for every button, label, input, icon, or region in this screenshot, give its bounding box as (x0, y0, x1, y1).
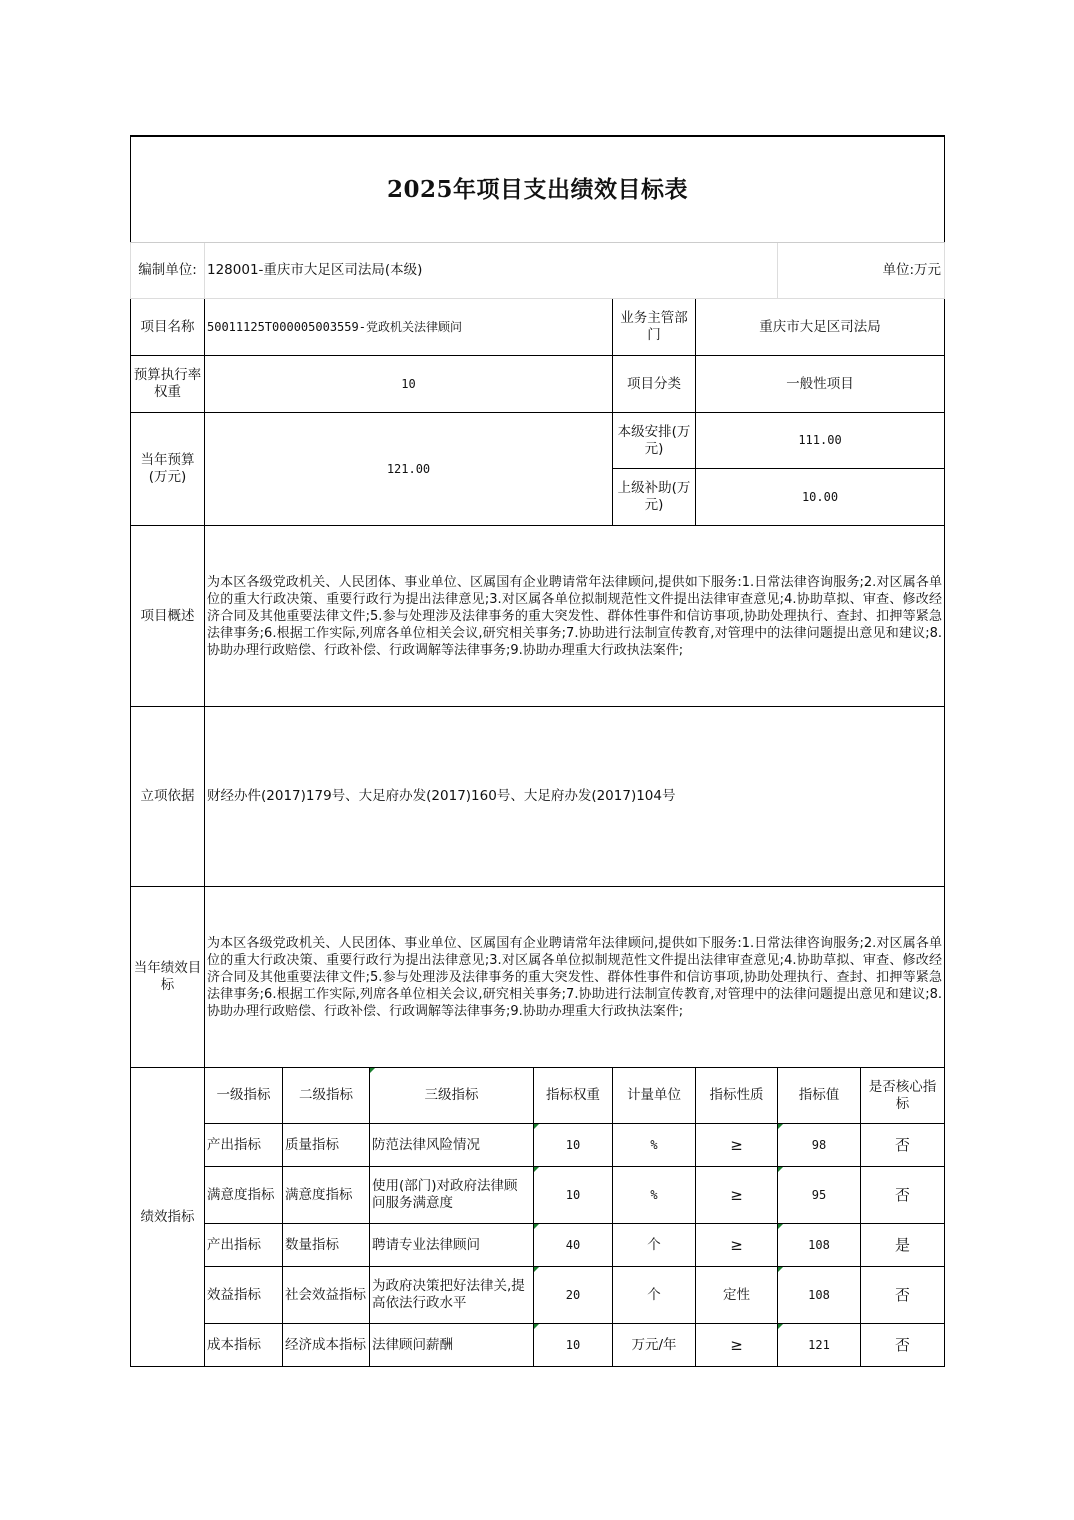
indicator-value: 95 (778, 1167, 861, 1224)
indicator-core: 是 (861, 1224, 945, 1267)
page-title: 2025年项目支出绩效目标表 (131, 136, 945, 243)
indicator-value: 108 (778, 1224, 861, 1267)
category-value: 一般性项目 (696, 356, 945, 413)
indicator-header: 指标权重 (534, 1068, 613, 1124)
indicator-header: 是否核心指标 (861, 1068, 945, 1124)
indicator-level2: 社会效益指标 (283, 1267, 370, 1324)
table-row (131, 1124, 945, 1167)
indicator-level3: 使用(部门)对政府法律顾问服务满意度 (370, 1167, 534, 1224)
indicator-header: 指标性质 (696, 1068, 778, 1124)
indicator-header: 指标值 (778, 1068, 861, 1124)
indicator-core: 否 (861, 1267, 945, 1324)
indicator-value: 108 (778, 1267, 861, 1324)
subsidy-value: 10.00 (696, 469, 945, 526)
indicator-unit: 万元/年 (613, 1324, 696, 1367)
unit-label: 编制单位: (131, 243, 205, 299)
basis-text: 财经办件(2017)179号、大足府办发(2017)160号、大足府办发(2017)104号 (205, 707, 945, 887)
indicator-level3: 聘请专业法律顾问 (370, 1224, 534, 1267)
indicator-level1: 满意度指标 (205, 1167, 283, 1224)
indicator-unit: 个 (613, 1224, 696, 1267)
project-name-value: 50011125T000005003559-党政机关法律顾问 (205, 299, 613, 356)
table-row (131, 1267, 945, 1324)
rate-value: 10 (205, 356, 613, 413)
indicator-value: 98 (778, 1124, 861, 1167)
category-label: 项目分类 (613, 356, 696, 413)
indicator-level1: 产出指标 (205, 1124, 283, 1167)
indicator-level3: 法律顾问薪酬 (370, 1324, 534, 1367)
indicators-label: 绩效指标 (131, 1068, 205, 1367)
indicator-header: 三级指标 (370, 1068, 534, 1124)
indicator-level2: 数量指标 (283, 1224, 370, 1267)
indicator-unit: % (613, 1124, 696, 1167)
dept-value: 重庆市大足区司法局 (696, 299, 945, 356)
indicator-header: 一级指标 (205, 1068, 283, 1124)
budget-label: 当年预算(万元) (131, 413, 205, 526)
goal-text: 为本区各级党政机关、人民团体、事业单位、区属国有企业聘请常年法律顾问,提供如下服务:1.日常法律咨询服务;2.对区属各单位的重大行政决策、重要行政行为提出法律意见;3.对区属各单位拟制规范性文件提出法律审查意见;4.协助草拟、审查、修改经济合同及其他重要法律文件;5.参与处理涉及法律事务的重大突发性、群体性事件和信访事项,协助处理执行、查封、扣押等紧急法律事务;6.根据工作实际,列席各单位相关会议,研究相关事务;7.协助进行法制宣传教育,对管理中的法律问题提出意见和建议;8.协助办理行政赔偿、行政补偿、行政调解等法律事务;9.协助办理重大行政执法案件; (205, 887, 945, 1068)
project-name-label: 项目名称 (131, 299, 205, 356)
indicator-value: 121 (778, 1324, 861, 1367)
performance-target-sheet (130, 135, 944, 1367)
indicator-nature: ≥ (696, 1324, 778, 1367)
table-row (131, 1224, 945, 1267)
goal-label: 当年绩效目标 (131, 887, 205, 1068)
indicator-nature: ≥ (696, 1167, 778, 1224)
unit-value: 128001-重庆市大足区司法局(本级) (205, 243, 778, 299)
indicator-core: 否 (861, 1167, 945, 1224)
indicator-nature: ≥ (696, 1124, 778, 1167)
indicator-unit: % (613, 1167, 696, 1224)
indicator-level1: 效益指标 (205, 1267, 283, 1324)
indicator-level2: 经济成本指标 (283, 1324, 370, 1367)
indicator-header: 二级指标 (283, 1068, 370, 1124)
indicator-weight: 10 (534, 1167, 613, 1224)
table-row (131, 1324, 945, 1367)
indicator-level2: 质量指标 (283, 1124, 370, 1167)
overview-label: 项目概述 (131, 526, 205, 707)
dept-label: 业务主管部门 (613, 299, 696, 356)
indicator-level3: 防范法律风险情况 (370, 1124, 534, 1167)
indicator-level2: 满意度指标 (283, 1167, 370, 1224)
indicator-level1: 成本指标 (205, 1324, 283, 1367)
local-budget-value: 111.00 (696, 413, 945, 469)
indicator-level3: 为政府决策把好法律关,提高依法行政水平 (370, 1267, 534, 1324)
indicator-core: 否 (861, 1324, 945, 1367)
indicator-weight: 10 (534, 1124, 613, 1167)
indicator-nature: 定性 (696, 1267, 778, 1324)
indicator-weight: 20 (534, 1267, 613, 1324)
indicator-header: 计量单位 (613, 1068, 696, 1124)
budget-value: 121.00 (205, 413, 613, 526)
indicator-core: 否 (861, 1124, 945, 1167)
subsidy-label: 上级补助(万元) (613, 469, 696, 526)
indicator-weight: 10 (534, 1324, 613, 1367)
local-budget-label: 本级安排(万元) (613, 413, 696, 469)
overview-text: 为本区各级党政机关、人民团体、事业单位、区属国有企业聘请常年法律顾问,提供如下服务:1.日常法律咨询服务;2.对区属各单位的重大行政决策、重要行政行为提出法律意见;3.对区属各单位拟制规范性文件提出法律审查意见;4.协助草拟、审查、修改经济合同及其他重要法律文件;5.参与处理涉及法律事务的重大突发性、群体性事件和信访事项,协助处理执行、查封、扣押等紧急法律事务;6.根据工作实际,列席各单位相关会议,研究相关事务;7.协助进行法制宣传教育,对管理中的法律问题提出意见和建议;8.协助办理行政赔偿、行政补偿、行政调解等法律事务;9.协助办理重大行政执法案件; (205, 526, 945, 707)
indicator-unit: 个 (613, 1267, 696, 1324)
indicator-weight: 40 (534, 1224, 613, 1267)
table-row (131, 1167, 945, 1224)
performance-table (130, 135, 945, 1367)
rate-label: 预算执行率权重 (131, 356, 205, 413)
indicator-nature: ≥ (696, 1224, 778, 1267)
indicator-level1: 产出指标 (205, 1224, 283, 1267)
currency-unit: 单位:万元 (778, 243, 945, 299)
basis-label: 立项依据 (131, 707, 205, 887)
